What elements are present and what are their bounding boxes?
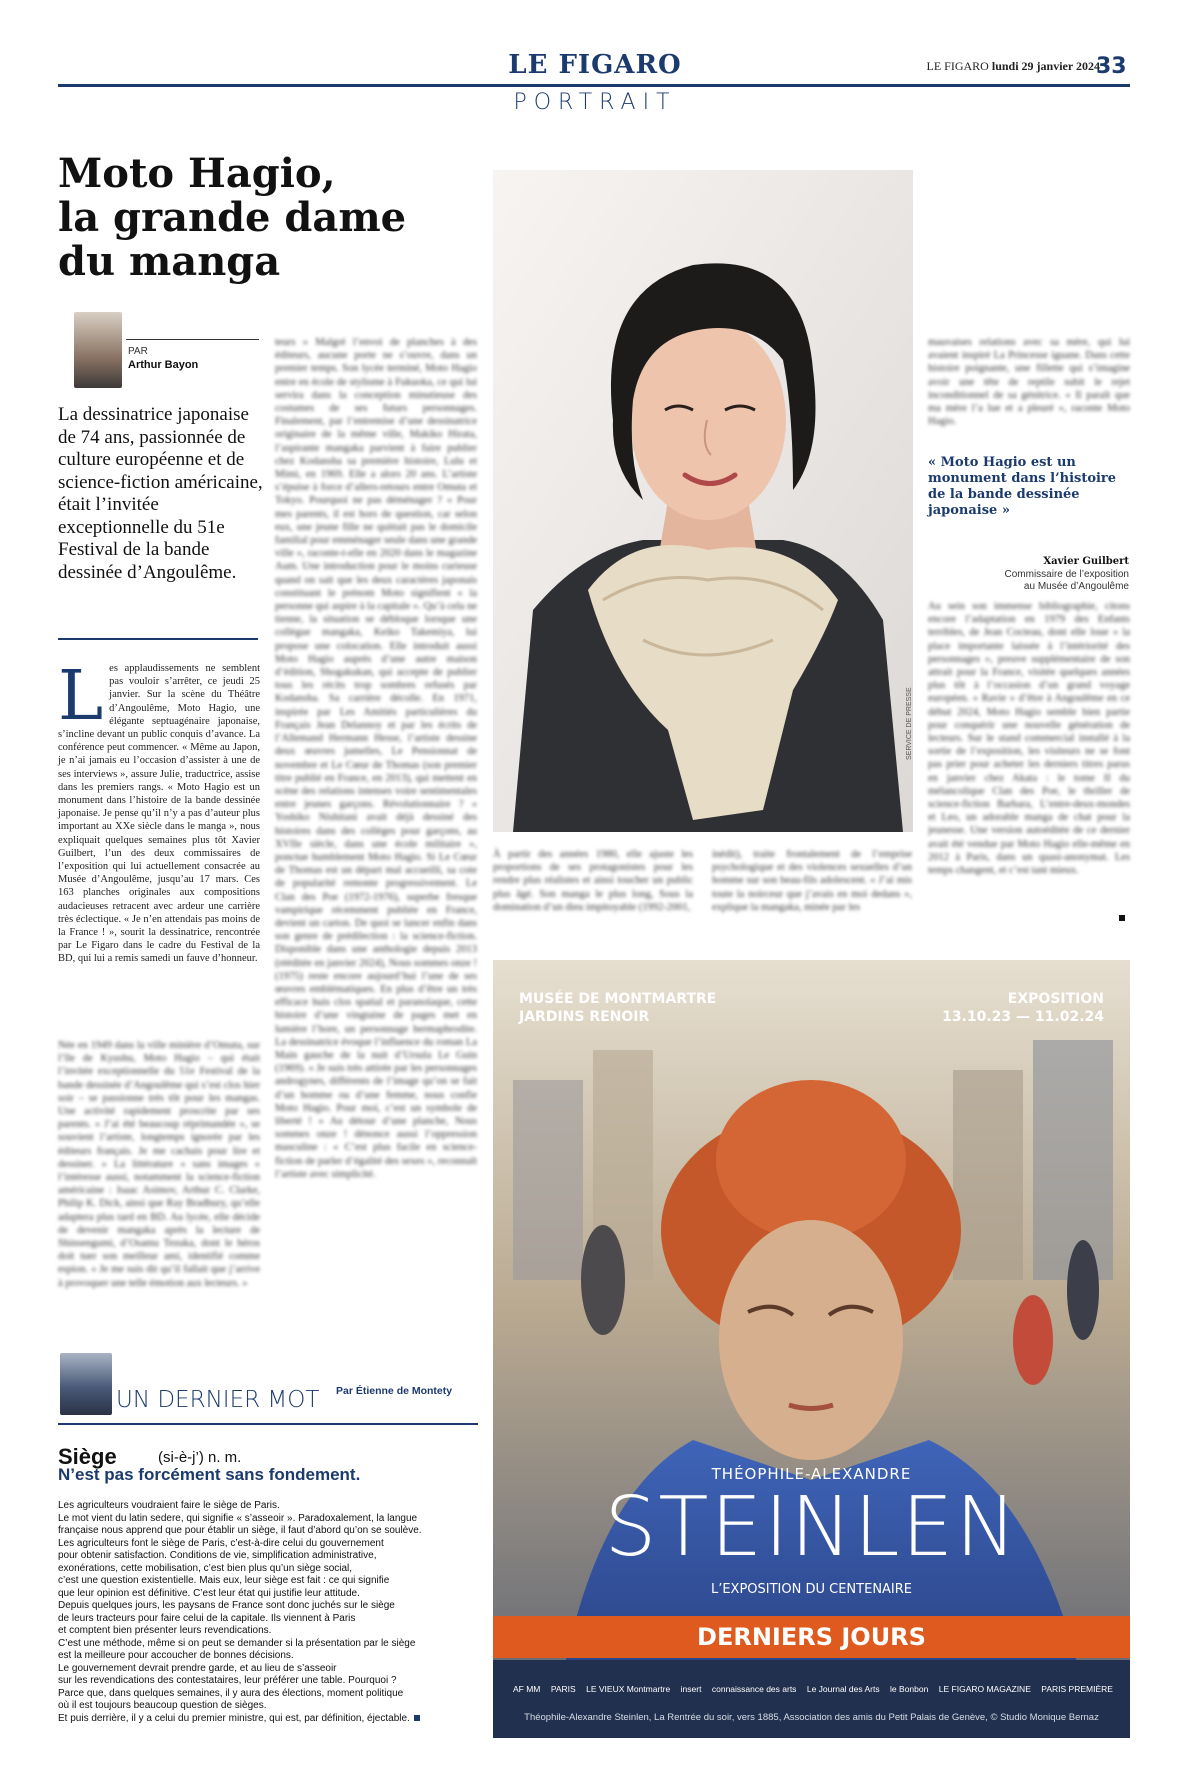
chronique-subtitle: N’est pas forcément sans fondement. — [58, 1465, 361, 1484]
article-column-1 — [58, 657, 260, 966]
pull-quote: « Moto Hagio est un monument dans l’histoire de la bande dessinée japonaise » — [928, 455, 1117, 518]
partner-logo: LE VIEUX Montmartre — [586, 1684, 671, 1694]
chronique-line: sur les revendications des contestataires, leur préférer une table. Pourquoi ? — [58, 1675, 397, 1686]
partner-logo: PARIS — [550, 1684, 576, 1694]
chronique-line: pour obtenir satisfaction. Conditions de vie, simplification administrative, — [58, 1550, 377, 1561]
section-rubric: PORTRAIT — [513, 90, 677, 115]
chronique-line: C’est une méthode, même si on peut se demander si la présentation par le siège — [58, 1637, 416, 1649]
columnist-avatar — [60, 1353, 112, 1415]
article-headline — [58, 152, 458, 284]
partner-logo: insert — [680, 1684, 702, 1694]
author-avatar — [74, 312, 122, 388]
chronique-line: que leur opinion est définitive. C’est leur état qui justifie leur attitude. — [58, 1587, 360, 1599]
chronique-pronunciation: (si-è-j’) n. m. — [158, 1449, 242, 1466]
headline-line: Moto Hagio, — [58, 150, 336, 197]
chronique-line: Les agriculteurs voudraient faire le siège de Paris. — [58, 1500, 280, 1511]
partner-logo: le Bonbon — [890, 1684, 929, 1694]
advertisement[interactable] — [493, 960, 1130, 1738]
quote-author-role — [928, 569, 1129, 593]
quote-author: Xavier Guilbert — [1043, 556, 1129, 567]
chronique-last-line: Et puis derrière, il y a celui du premier ministre, qui est, par définition, éjectable. — [58, 1712, 410, 1724]
issue-date: lundi 29 janvier 2024 — [991, 59, 1100, 73]
chronique-rule — [58, 1423, 478, 1425]
page-number: 33 — [1096, 54, 1127, 79]
paper-name: LE FIGARO — [926, 59, 989, 73]
article-paragraph: es applaudissements ne semblent pas vouloir s’arrêter, ce jeudi 25 janvier. Sur la scène du Théâtre d’Angoulême, Moto Hagio, une élégante septuagénaire japonaise, s’incline devant un public conquis d’avance. La conférence peut commencer. « Même au Japon, je n’ai jamais eu l’occasion d’assister à une de ses interviews », assure Julie, traductrice, assise dans les premiers rangs. « Moto Hagio est un monument dans l’histoire de la bande dessinée japonaise. Je pense qu’il n’y a pas d’auteur plus important au XXe siècle dans le manga », nous expliquait quelques semaines plus tôt Xavier Guilbert, l’un des deux commissaires de l’exposition qui lui actuellement consacrée au Musée d’Angoulême, jusqu’au 17 mars. Ces 163 planches originales aux compositions audacieuses retracent avec ardeur une carrière très éclectique. « Je n’en attendais pas moins de la France ! », sourit la dessinatrice, rencontrée par Le Figaro dans le cadre du Festival de la BD, qui lui a remis samedi un fauve d’honneur. — [58, 663, 260, 965]
chronique-line: française nous apprend que pour établir un siège, il faut d’abord qu’on se soulève. — [58, 1525, 422, 1536]
partner-logo: PARIS PREMIÈRE — [1041, 1684, 1113, 1694]
partner-logo: LE FIGARO MAGAZINE — [938, 1684, 1031, 1694]
quote-role-line: Commissaire de l’exposition — [1004, 569, 1129, 580]
chronique-line: Le gouvernement devrait prendre garde, et au lieu de s’asseoir — [58, 1662, 337, 1674]
chronique-line: Les agriculteurs font le siège de Paris, c’est-à-dire celui du gouvernement — [58, 1537, 384, 1549]
paper-meta — [900, 59, 1100, 74]
end-of-article-mark — [414, 1715, 420, 1721]
article-standfirst: La dessinatrice japonaise de 74 ans, passionnée de culture européenne et de science-fiction américaine, était l’invitée exceptionnelle du 51e Festival de la bande dessinée d’Angoulême. — [58, 404, 263, 583]
ad-artist-first-name: THÉOPHILE-ALEXANDRE — [711, 1465, 912, 1483]
chronique-title: UN DERNIER MOT — [116, 1387, 320, 1413]
ad-last-days-banner[interactable] — [493, 1616, 1130, 1658]
ad-artist-name: STEINLEN — [604, 1480, 1019, 1575]
partner-logo: connaissance des arts — [711, 1684, 797, 1694]
chronique-byline: Par Étienne de Montety — [336, 1385, 453, 1397]
chronique-line: où il est toujours beaucoup question de sièges. — [58, 1700, 267, 1711]
ad-expo-dates: 13.10.23 — 11.02.24 — [942, 1009, 1104, 1025]
ad-expo-label: EXPOSITION — [1007, 991, 1104, 1007]
chronique-line: Le mot vient du latin sedere, qui signifie « s’asseoir ». Paradoxalement, la langue — [58, 1512, 418, 1524]
chronique-word: Siège — [58, 1444, 117, 1469]
headline-line: la grande dame — [58, 194, 407, 241]
ad-venue-line: MUSÉE DE MONTMARTRE — [519, 991, 717, 1007]
chronique-line — [58, 1713, 478, 1726]
chronique-line: exonérations, cette mobilisation, c’est bien plus qu’un siège social, — [58, 1562, 353, 1574]
ad-exhibition-dates — [942, 990, 1104, 1026]
article-column-2: teurs » Malgré l’envoi de planches à des éditeurs, aucune porte ne s’ouvre, dans un premier temps. Son lycée terminé, Moto Hagio entre en école de stylisme à Fukuoka, ce qui lui servira dans la conception minutieuse des costumes de ses futurs personnages. Finalement, par l’entremise d’une dessinatrice originaire de la même ville, Makiko Hirata, l’aspirante mangaka parvient à faire publier chez Kodansha sa première histoire, Lulu et Mimi, en 1969. Elle a alors 20 ans. L’artiste s’épuise à force d’allers-retours entre Omuta et Tokyo. Pourquoi ne pas déménager ? « Pour mes parents, il est hors de question, car selon eux, une jeune fille ne quittait pas le domicile familial pour emménager seule dans une grande ville », raconte-t-elle en 2020 dans le magazine Aum. Une introduction pour le moins curieuse quand on sait que les deux caractères japonais constituant le prénom Moto signifient « la personne qui aspire à la capitale ». Qu’à cela ne tienne, la situation se débloque lorsque une collègue mangaka, Keiko Takemiya, lui propose une colocation. Elle introduit aussi Moto Hagio auprès d’une autre maison d’édition, Shogakukan, qui accepte de publier tous les récits trop sombres refusés par Kodansha. Sa carrière décolle. En 1971, inspirée par Les Amitiés particulières du Français Jean Delannoy et par les écrits de l’Allemand Hermann Hesse, l’artiste dessine deux œuvres jumelles, Le Pensionnat de novembre et Le Cœur de Thomas (son premier titre publié en France, en 2013), qui mettent en scène des relations intenses voire sentimentales entre jeunes garçons. Révolutionnaire ? « Yoshiko Nishitani avait déjà dessiné des histoires dans des collèges pour garçons, au XVIIe siècle, dans une école militaire », ponctue humblement Moto Hagio. Si Le Cœur de Thomas est un départ mal accueilli, sa cote de popularité remonte progressivement. Le Clan des Poe (1972-1976), superbe fresque vampirique récemment publiée en France, devient un carton. De quoi se lancer enfin dans son genre de prédilection : la science-fiction. Disponible dans une anthologie depuis 2013 (rééditée en janvier 2024), Nous sommes onze ! (1975) reste encore aujourd’hui l’une de ses œuvres emblématiques. En plus d’être un très efficace huis clos spatial et paranoïaque, cette histoire d’une vingtaine de pages met en lumière l’hore, un personnage hermaphrodite. La dessinatrice évoque l’influence du roman La Main gauche de la nuit d’Ursula Le Guin (1969). « Je suis très attirée par les personnages androgynes, différents de l’image qu’on se fait d’un homme ou d’une femme, nous confie Moto Hagio. Pour moi, c’est un symbole de liberté ! » Au détour d’une planche, Nous sommes onze ! dénonce aussi l’oppression masculine : « C’est plus facile en science-fiction de parler d’égalité des sexes », reconnaît l’artiste avec simplicité. — [275, 337, 477, 1180]
article-column-3b: inédit), traite frontalement de l’emprise psychologique et des violences sexuelles d’un homme sur son beau-fils adolescent. « J’ai mis toute la noirceur que j’avais en moi dedans », explique la mangaka, minée par les — [712, 849, 912, 913]
article-column-1-continued: Née en 1949 dans la ville minière d’Omuta, sur l’île de Kyushu, Moto Hagio – qui était l’invitée exceptionnelle du 51e Festival de la bande dessinée d’Angoulême qui s’est clos hier soir – se passionne très tôt pour les mangas. Une activité rapidement proscrite par ses parents. « J’ai été beaucoup réprimandée », se souvient l’artiste, longtemps ignorée par les éditeurs français. Je me cachais pour lire et dessiner. » La littérature « sans images » l’intéresse aussi, notamment la science-fiction américaine : Isaac Asimov, Arthur C. Clarke, Philip K. Dick, ainsi que Ray Bradbury, qu’elle adaptera plus tard en BD. Au lycée, elle décide de devenir mangaka après la lecture de Shinsengumi, d’Osamu Tezuka, dont le héros doit tuer son meilleur ami, identifié comme espion. « Je me suis dit qu’il fallait que j’arrive à provoquer une telle émotion aux lecteurs. » — [58, 1040, 260, 1289]
chronique-line: c’est une question existentielle. Mais eux, leur siège est fait : ce qui signifie — [58, 1575, 390, 1586]
ad-venue — [519, 990, 716, 1026]
author-name: Arthur Bayon — [128, 359, 199, 371]
chronique-line: de leurs tracteurs pour faire celui de la capitale. Ils viennent à Paris — [58, 1612, 356, 1624]
article-column-4-bottom: Au sein son immense bibliographie, citons encore l’adaptation en 1979 des Enfants terribles, de Jean Cocteau, dont elle loue « la place importante laissée à l’intériorité des personnages », preuve supplémentaire de son attrait pour la France, visitée quelques années plus tôt à l’occasion d’un grand voyage européen. « Ravie » d’être à Angoulême en ce début 2024, Moto Hagio semble bien partie pour conquérir une nouvelle génération de lecteurs. Sur le stand commercial installé à la sortie de l’exposition, les visiteurs ne se font pas prier pour acheter les derniers titres parus en janvier chez Akata : le tome II du mélancolique Clan des Poe, le thriller de science-fiction Barbara, L’entre-deux-mondes et Leo, un adorable manga de chat pour la jeunesse. Une version autoéditée de ce dernier avait été vendue par Moto Hagio elle-même en 2012 à Paris, dans un quasi-anonymat. Les temps changent, et c’est tant mieux. — [928, 601, 1130, 877]
chronique-line: Depuis quelques jours, les paysans de France sont donc juchés sur le siège — [58, 1600, 395, 1611]
chronique-line: et comptent bien présenter leurs revendications. — [58, 1625, 272, 1636]
standfirst-rule — [58, 638, 258, 640]
article-column-3: À partir des années 1980, elle ajuste les proportions de ses protagonistes pour les rendre plus réalistes et ainsi toucher un public plus âgé. Son manga le plus long, Sous la domination d’un dieu impitoyable (1992-2001, — [493, 849, 693, 913]
ad-banner-label: DERNIERS JOURS — [697, 1623, 926, 1651]
chronique-line: est la meilleure pour accoucher de bonnes décisions. — [58, 1650, 294, 1661]
partner-logo: AF MM — [513, 1684, 541, 1694]
newspaper-logo: LE FIGARO — [508, 50, 682, 80]
byline-label: PAR — [128, 346, 148, 357]
header-rule — [58, 84, 1130, 87]
chronique-line: Parce que, dans quelques semaines, il y aura des élections, moment politique — [58, 1687, 404, 1699]
chronique-body — [58, 1500, 478, 1725]
portrait-illustration — [493, 170, 913, 832]
end-of-article-mark — [1119, 915, 1125, 921]
photo-credit: SERVICE DE PRESSE — [906, 687, 913, 760]
drop-cap: L — [58, 657, 104, 736]
ad-partner-logos — [513, 1684, 1113, 1694]
ad-subtitle: L’EXPOSITION DU CENTENAIRE — [710, 1582, 913, 1597]
article-column-4-top: mauvaises relations avec sa mère, qui lui avaient inspiré La Princesse iguane. Dans cette histoire poignante, une fillette qui s’imagine avoir une tête de reptile subit le rejet inconditionnel de sa génitrice. « Il paraît que ma mère l’a lue et a pleuré », raconte Moto Hagio. — [928, 337, 1130, 428]
ad-caption: Théophile-Alexandre Steinlen, La Rentrée du soir, vers 1885, Association des amis du Petit Palais de Genève, © Studio Monique Bernaz — [524, 1712, 1099, 1723]
byline-rule — [126, 339, 259, 340]
headline-line: du manga — [58, 238, 281, 285]
portrait-photo — [493, 170, 913, 832]
ad-venue-line: JARDINS RENOIR — [519, 1009, 650, 1025]
quote-role-line: au Musée d’Angoulême — [1023, 581, 1129, 592]
partner-logo: Le Journal des Arts — [806, 1684, 880, 1694]
